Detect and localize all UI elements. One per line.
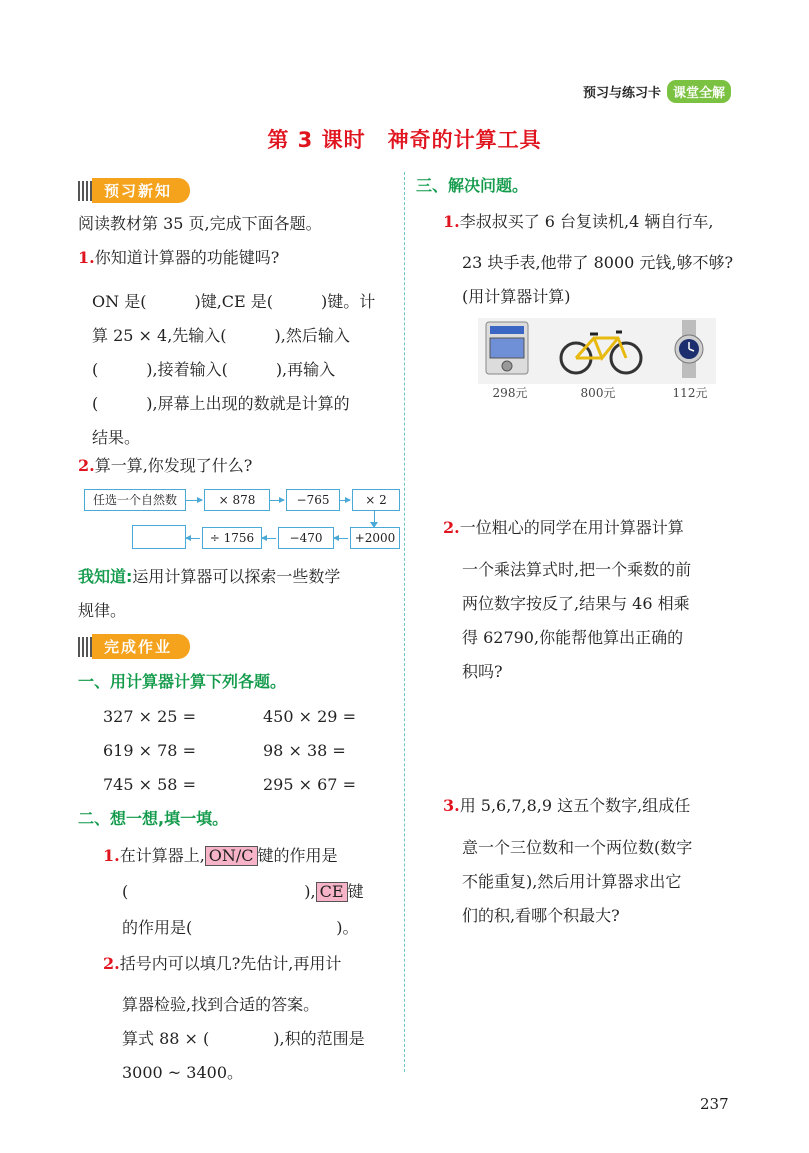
know-line-1 bbox=[78, 567, 340, 587]
s2-q1-line-3: 的作用是( )。 bbox=[122, 918, 359, 937]
flow-arrow bbox=[270, 500, 284, 501]
flow-arrow bbox=[186, 538, 200, 539]
r-q2-body bbox=[462, 553, 691, 689]
q2-header bbox=[78, 456, 252, 476]
cassette-player-icon bbox=[482, 320, 532, 376]
column-divider bbox=[404, 172, 405, 1072]
q-number: 2. bbox=[443, 518, 460, 537]
header-text: 预习与练习卡 bbox=[582, 86, 661, 101]
s2-q2-text: 括号内可以填几?先估计,再用计 bbox=[119, 954, 342, 973]
q1-line: 算 25 × 4,先输入( ),然后输入 bbox=[92, 326, 350, 345]
page-number: 237 bbox=[700, 1095, 729, 1113]
right-section-title: 三、解决问题。 bbox=[416, 176, 529, 195]
price-label: 112元 bbox=[672, 386, 708, 400]
wristwatch-icon bbox=[672, 320, 706, 378]
section-homework bbox=[78, 634, 190, 659]
page-title: 第 3 课时 神奇的计算工具 bbox=[267, 128, 542, 152]
header-badge: 课堂全解 bbox=[667, 80, 731, 103]
s2-q2-line-1 bbox=[103, 954, 341, 974]
q1-line: ( ),屏幕上出现的数就是计算的 bbox=[92, 394, 350, 413]
q1-header bbox=[78, 248, 279, 268]
q1-body bbox=[92, 285, 375, 455]
flow-arrow bbox=[340, 500, 350, 501]
price-label: 800元 bbox=[580, 386, 616, 400]
calc-item: 745 × 58 = bbox=[103, 775, 196, 794]
flow-arrow bbox=[334, 538, 348, 539]
r-q3-text: 用 5,6,7,8,9 这五个数字,组成任 bbox=[459, 796, 691, 815]
flow-box: −470 bbox=[278, 527, 334, 549]
r-q1-line: 23 块手表,他带了 8000 元钱,够不够? bbox=[462, 253, 734, 272]
section-bars-icon bbox=[78, 637, 92, 657]
r-q2-text: 一位粗心的同学在用计算器计算 bbox=[459, 518, 684, 537]
section-label: 预习新知 bbox=[92, 178, 190, 203]
r-q1-line-1 bbox=[443, 212, 714, 232]
flow-arrow bbox=[262, 538, 276, 539]
r-q3-line-1 bbox=[443, 796, 690, 816]
r-q3-line: 意一个三位数和一个两位数(数字 bbox=[462, 838, 693, 857]
s2-q1-line-2 bbox=[122, 882, 364, 902]
bicycle-icon bbox=[558, 322, 644, 376]
calc-item: 295 × 67 = bbox=[263, 775, 356, 794]
s2-q1-text: 键 bbox=[347, 882, 364, 901]
q-number: 1. bbox=[78, 248, 95, 267]
flow-box: × 2 bbox=[352, 489, 400, 511]
r-q3-line: 们的积,看哪个积最大? bbox=[462, 906, 620, 925]
r-q2-line-1 bbox=[443, 518, 684, 538]
flow-start-box: 任选一个自然数 bbox=[84, 489, 186, 511]
q-number: 1. bbox=[443, 212, 460, 231]
q1-line: ( ),接着输入( ),再输入 bbox=[92, 360, 336, 379]
onc-key: ON/C bbox=[205, 846, 258, 866]
section-preview bbox=[78, 178, 190, 203]
r-q1-body bbox=[462, 246, 733, 314]
r-q2-line: 积吗? bbox=[462, 662, 503, 681]
calc-item: 450 × 29 = bbox=[263, 707, 356, 726]
flow-box: +2000 bbox=[350, 527, 400, 549]
r-q2-line: 一个乘法算式时,把一个乘数的前 bbox=[462, 560, 692, 579]
q-number: 2. bbox=[103, 954, 120, 973]
know-line-2: 规律。 bbox=[78, 601, 127, 620]
s2-q2-line: 算式 88 × ( ),积的范围是 bbox=[122, 1029, 365, 1048]
r-q2-line: 两位数字按反了,结果与 46 相乘 bbox=[462, 594, 690, 613]
flow-box: × 878 bbox=[204, 489, 270, 511]
q1-line: 结果。 bbox=[92, 428, 141, 447]
flow-box: −765 bbox=[286, 489, 340, 511]
section-label: 完成作业 bbox=[92, 634, 190, 659]
ce-key: CE bbox=[316, 882, 348, 902]
q-number: 3. bbox=[443, 796, 460, 815]
section-bars-icon bbox=[78, 181, 92, 201]
price-label: 298元 bbox=[492, 386, 528, 400]
hw-s2-title: 二、想一想,填一填。 bbox=[78, 809, 229, 828]
s2-q2-body bbox=[122, 988, 365, 1090]
q-number: 1. bbox=[103, 846, 120, 865]
hw-s1-title: 一、用计算器计算下列各题。 bbox=[78, 672, 287, 691]
s2-q1-text: ( ), bbox=[122, 882, 316, 901]
calc-item: 327 × 25 = bbox=[103, 707, 196, 726]
q1-line: ON 是( )键,CE 是( )键。计 bbox=[92, 292, 376, 311]
s2-q2-line: 3000 ~ 3400。 bbox=[122, 1063, 244, 1082]
r-q2-line: 得 62790,你能帮他算出正确的 bbox=[462, 628, 684, 647]
q-number: 2. bbox=[78, 456, 95, 475]
q-text: 算一算,你发现了什么? bbox=[94, 456, 253, 475]
r-q1-line: (用计算器计算) bbox=[462, 287, 571, 306]
flow-answer-box bbox=[132, 525, 186, 549]
q-text: 你知道计算器的功能键吗? bbox=[94, 248, 280, 267]
r-q1-text: 李叔叔买了 6 台复读机,4 辆自行车, bbox=[459, 212, 714, 231]
calc-item: 98 × 38 = bbox=[263, 741, 346, 760]
s2-q1-line-1 bbox=[103, 846, 338, 866]
calc-item: 619 × 78 = bbox=[103, 741, 196, 760]
s2-q1-text: 在计算器上, bbox=[119, 846, 205, 865]
s2-q1-text: 键的作用是 bbox=[257, 846, 338, 865]
r-q3-line: 不能重复),然后用计算器求出它 bbox=[462, 872, 682, 891]
preview-intro: 阅读教材第 35 页,完成下面各题。 bbox=[78, 214, 322, 233]
flow-arrow bbox=[186, 500, 202, 501]
flow-box: ÷ 1756 bbox=[202, 527, 262, 549]
know-text: 运用计算器可以探索一些数学 bbox=[132, 567, 341, 586]
page-header bbox=[583, 80, 731, 103]
know-label: 我知道: bbox=[78, 567, 133, 586]
s2-q2-line: 算器检验,找到合适的答案。 bbox=[122, 995, 320, 1014]
r-q3-body bbox=[462, 831, 692, 933]
